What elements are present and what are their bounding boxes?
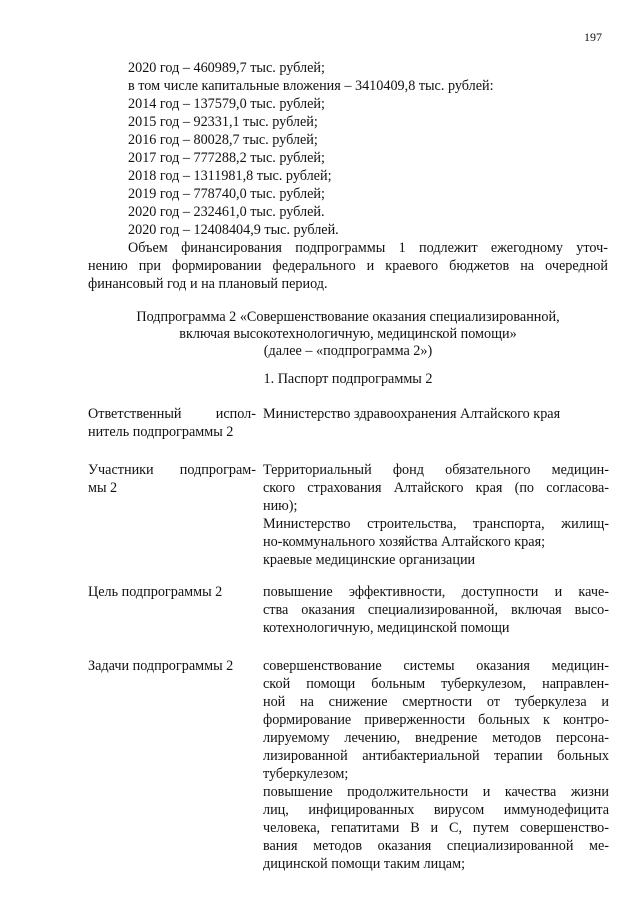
goal-label (88, 583, 256, 601)
finance-line: 2015 год – 92331,1 тыс. рублей; (128, 114, 318, 130)
value-line: повышение эффективности, доступности и каче- (263, 584, 609, 600)
note-line: финансовый год и на плановый период. (88, 276, 328, 292)
finance-line: 2020 год – 232461,0 тыс. рублей. (128, 204, 325, 220)
value-line: ства оказания специализированной, включая высо- (263, 602, 609, 618)
value-line: ской помощи больным туберкулезом, направлен- (263, 676, 609, 692)
value-line: дицинской помощи таким лицам; (263, 856, 466, 872)
value-line: Территориальный фонд обязательного медицин- (263, 462, 609, 478)
finance-line: 2014 год – 137579,0 тыс. рублей; (128, 96, 325, 112)
tasks-label (88, 657, 256, 675)
value-line: котехнологичную, медицинской помощи (263, 620, 510, 636)
label-line: Участники подпрограм- (88, 462, 256, 478)
finance-line: 2020 год – 460989,7 тыс. рублей; (128, 60, 325, 76)
label-line: Ответственный испол- (88, 406, 256, 422)
label-line: нитель подпрограммы 2 (88, 424, 234, 440)
value-line: повышение продолжительности и качества жизни (263, 784, 609, 800)
finance-line: в том числе капитальные вложения – 3410409,8 тыс. рублей: (128, 78, 494, 94)
finance-line: 2016 год – 80028,7 тыс. рублей; (128, 132, 318, 148)
value-line: нию); (263, 498, 298, 514)
label-line: Цель подпрограммы 2 (88, 584, 223, 600)
value-line: человека, гепатитами В и С, путем совершенство- (263, 820, 609, 836)
value-line: формирование приверженности больных к контро- (263, 712, 609, 728)
finance-line: 2020 год – 12408404,9 тыс. рублей. (128, 222, 339, 238)
subprogram-title-line: (далее – «подпрограмма 2») (263, 343, 433, 359)
value-line: Министерство здравоохранения Алтайского края (263, 406, 561, 422)
subprogram-title-line: Подпрограмма 2 «Совершенствование оказания специализированной, (136, 309, 560, 325)
note-line: Объем финансирования подпрограммы 1 подлежит ежегодному уточ- (128, 240, 608, 256)
participants-label (88, 461, 256, 497)
value-line: лизированной антибактериальной терапии больных (263, 748, 609, 764)
value-line: туберкулезом; (263, 766, 349, 782)
label-line: мы 2 (88, 480, 118, 496)
goal-value (263, 583, 609, 637)
value-line: совершенствование системы оказания медицин- (263, 658, 609, 674)
value-line: лируемому лечению, внедрение методов персона- (263, 730, 609, 746)
label-line: Задачи подпрограммы 2 (88, 658, 234, 674)
value-line: ной на снижение смертности от туберкулеза и (263, 694, 609, 710)
value-line: вания методов оказания специализированной ме- (263, 838, 609, 854)
finance-line: 2018 год – 1311981,8 тыс. рублей; (128, 168, 332, 184)
funding-note (88, 239, 608, 293)
value-line: лиц, инфицированных вирусом иммунодефицита (263, 802, 609, 818)
finance-line: 2017 год – 777288,2 тыс. рублей; (128, 150, 325, 166)
note-line: нению при формировании федерального и краевого бюджетов на очередной (88, 258, 608, 274)
value-line: но-коммунального хозяйства Алтайского края; (263, 534, 546, 550)
finance-line: 2019 год – 778740,0 тыс. рублей; (128, 186, 325, 202)
value-line: Министерство строительства, транспорта, жилищ- (263, 516, 609, 532)
page-number: 197 (584, 30, 602, 44)
subprogram-title-line: включая высокотехнологичную, медицинской помощи» (179, 326, 517, 342)
passport-heading: 1. Паспорт подпрограммы 2 (263, 371, 433, 387)
tasks-value (263, 657, 609, 873)
value-line: ского страхования Алтайского края (по согласова- (263, 480, 609, 496)
participants-value (263, 461, 609, 569)
executor-value (263, 405, 609, 423)
value-line: краевые медицинские организации (263, 552, 476, 568)
executor-label (88, 405, 256, 441)
subprogram-title (88, 309, 608, 360)
